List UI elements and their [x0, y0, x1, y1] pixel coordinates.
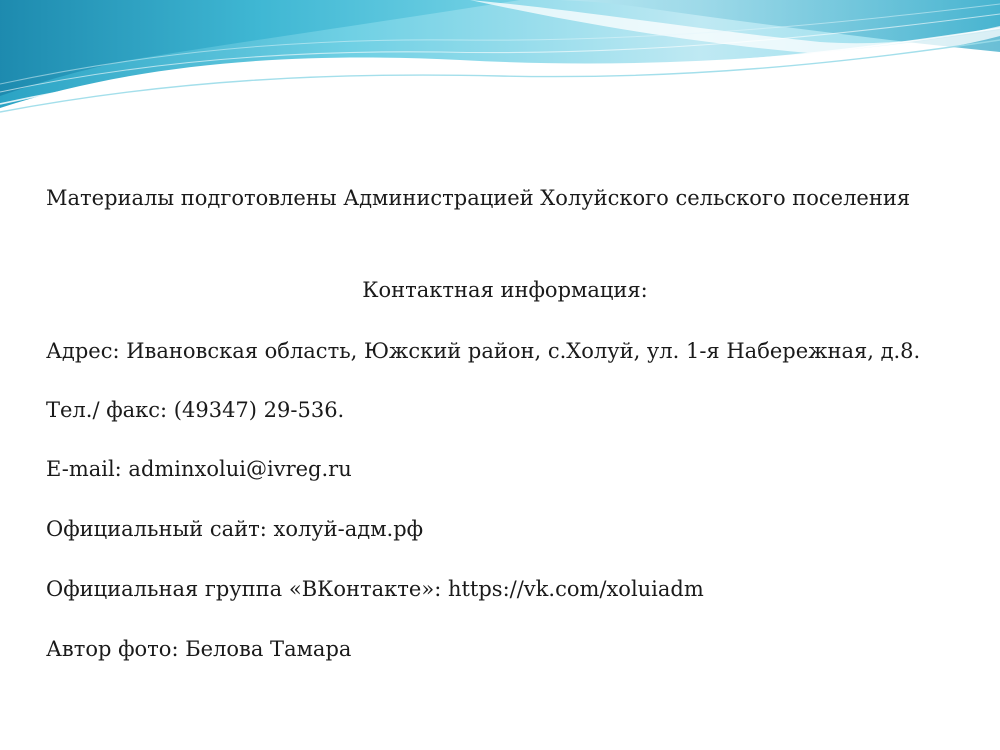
photo-author-line: Автор фото: Белова Тамара — [46, 637, 352, 661]
address-line: Адрес: Ивановская область, Южский район, с.Холуй, ул. 1-я Набережная, д.8. — [46, 339, 921, 363]
intro-text: Материалы подготовлены Администрацией Холуйского сельского поселения — [46, 186, 911, 210]
phone-line: Тел./ факс: (49347) 29-536. — [46, 398, 345, 422]
website-line: Официальный сайт: холуй-адм.рф — [46, 517, 424, 541]
email-line: E-mail: adminxolui@ivreg.ru — [46, 457, 352, 481]
vk-group-line: Официальная группа «ВКонтакте»: https://vk.com/xoluiadm — [46, 577, 704, 601]
contact-heading: Контактная информация: — [362, 278, 648, 302]
